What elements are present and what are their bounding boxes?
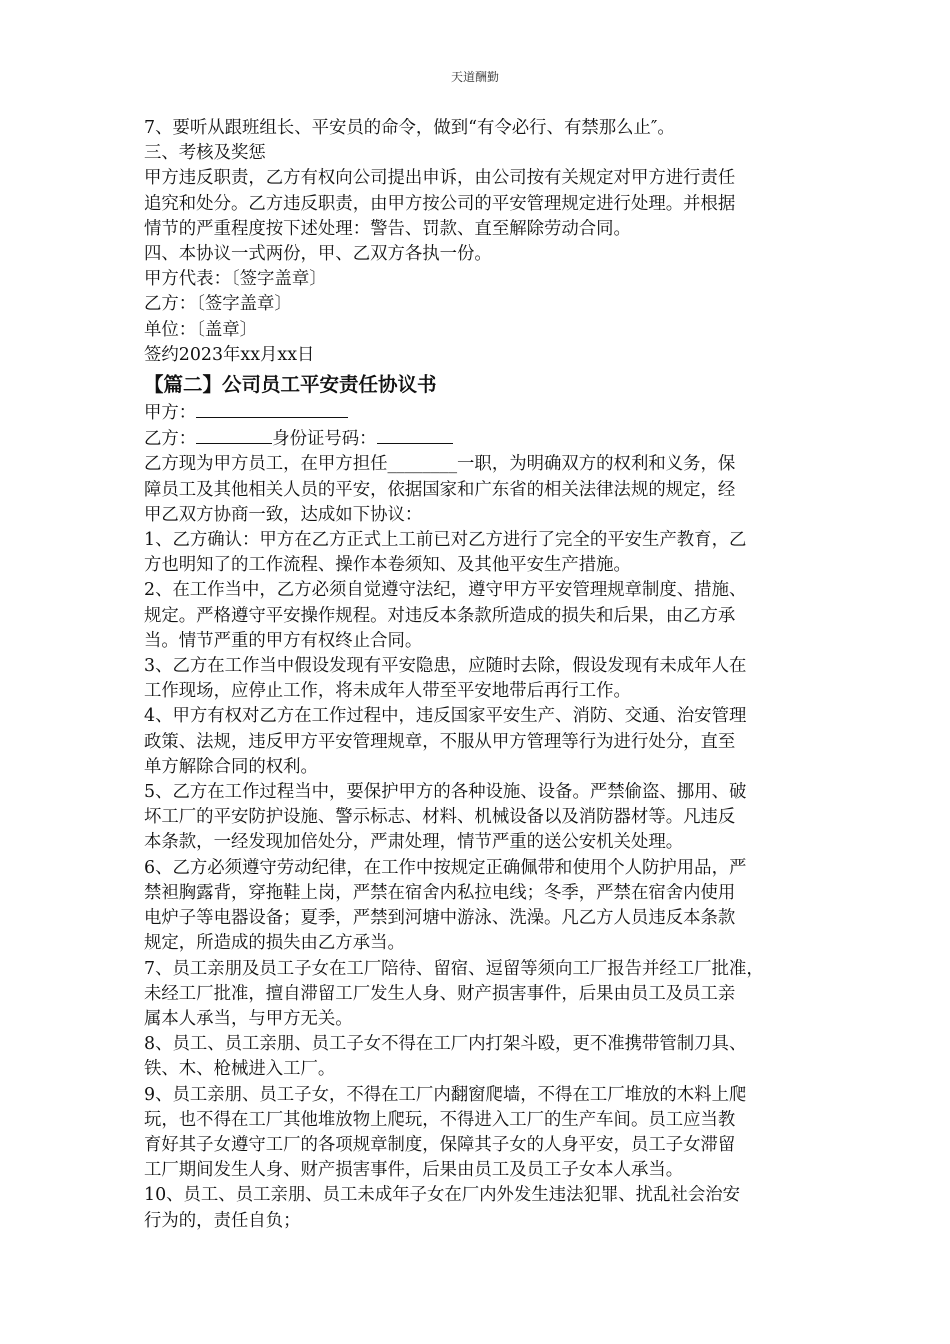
party-b-blank <box>196 426 272 444</box>
clause-line: 1、乙方确认：甲方在乙方正式上工前已对乙方进行了完全的平安生产教育，乙 <box>144 530 747 551</box>
clause-line: 4、甲方有权对乙方在工作过程中，违反国家平安生产、消防、交通、治安管理 <box>144 706 747 727</box>
intro-paragraph <box>144 452 816 528</box>
clause-line: 育好其子女遵守工厂的各项规章制度，保障其子女的人身平安，员工子女滞留 <box>144 1134 736 1155</box>
clause-line: 10、员工、员工亲朋、员工未成年子女在厂内外发生违法犯罪、扰乱社会治安 <box>144 1185 741 1206</box>
intro-line: 乙方现为甲方员工，在甲方担任________一职，为明确双方的权利和义务，保 <box>144 454 736 475</box>
document-body <box>144 116 816 1234</box>
part2-title: 【篇二】公司员工平安责任协议书 <box>144 373 437 397</box>
clause-line: 7、员工亲朋及员工子女在工厂陪待、留宿、逗留等须向工厂报告并经工厂批准， <box>144 958 764 979</box>
party-a-label: 甲方： <box>144 403 197 424</box>
unit-seal-line: 单位：〔盖章〕 <box>144 319 258 340</box>
clause-6 <box>144 856 816 957</box>
intro-line: 障员工及其他相关人员的平安，依据国家和广东省的相关法律法规的规定，经 <box>144 479 736 500</box>
party-a-representative-line: 甲方代表：〔签字盖章〕 <box>144 269 327 290</box>
clause-line: 工厂期间发生人身、财产损害事件，后果由员工及员工子女本人承当。 <box>144 1160 684 1181</box>
party-b-signature-line: 乙方：〔签字盖章〕 <box>144 294 292 315</box>
part1-line: 四、本协议一式两份，甲、乙双方各执一份。 <box>144 244 492 265</box>
clause-2 <box>144 578 816 654</box>
clause-line: 禁袒胸露背，穿拖鞋上岗，严禁在宿舍内私拉电线；冬季，严禁在宿舍内使用 <box>144 882 736 903</box>
part1-line: 追究和处分。乙方违反职责，由甲方按公司的平安管理规定进行处理。并根据 <box>144 193 736 214</box>
clause-4 <box>144 704 816 780</box>
clause-line: 3、乙方在工作当中假设发现有平安隐患，应随时去除，假设发现有未成年人在 <box>144 656 747 677</box>
clause-line: 规定，所造成的损失由乙方承当。 <box>144 933 405 954</box>
clause-1 <box>144 528 816 578</box>
party-b-label: 乙方： <box>144 429 197 450</box>
clause-line: 本条款，一经发现加倍处分，严肃处理，情节严重的送公安机关处理。 <box>144 832 684 853</box>
clause-line: 电炉子等电器设备；夏季，严禁到河塘中游泳、洗澡。凡乙方人员违反本条款 <box>144 908 736 929</box>
clause-line: 8、员工、员工亲朋、员工子女不得在工厂内打架斗殴，更不准携带管制刀具、 <box>144 1034 747 1055</box>
clause-5 <box>144 780 816 856</box>
clause-line: 玩，也不得在工厂其他堆放物上爬玩，不得进入工厂的生产车间。员工应当教 <box>144 1109 736 1130</box>
party-a-blank <box>196 400 348 418</box>
party-b-line <box>144 426 816 452</box>
clause-line: 行为的，责任自负； <box>144 1210 301 1231</box>
clause-line: 属本人承当，与甲方无关。 <box>144 1008 353 1029</box>
section-heading: 三、考核及奖惩 <box>144 143 266 164</box>
part1-block <box>144 116 816 368</box>
clause-9 <box>144 1083 816 1184</box>
clause-line: 政策、法规，违反甲方平安管理规章，不服从甲方管理等行为进行处分，直至 <box>144 731 736 752</box>
clause-line: 方也明知了的工作流程、操作本卷须知、及其他平安生产措施。 <box>144 555 631 576</box>
clause-line: 坏工厂的平安防护设施、警示标志、材料、机械设备以及消防器材等。凡违反 <box>144 807 736 828</box>
part1-line: 情节的严重程度按下述处理：警告、罚款、直至解除劳动合同。 <box>144 218 631 239</box>
clause-7 <box>144 957 816 1033</box>
clause-8 <box>144 1032 816 1082</box>
part1-line: 甲方违反职责，乙方有权向公司提出申诉，由公司按有关规定对甲方进行责任 <box>144 168 736 189</box>
clause-line: 铁、木、枪械进入工厂。 <box>144 1059 336 1080</box>
party-a-line <box>144 400 816 426</box>
id-number-blank <box>377 426 453 444</box>
clause-line: 未经工厂批准，擅自滞留工厂发生人身、财产损害事件，后果由员工及员工亲 <box>144 983 736 1004</box>
clause-line: 9、员工亲朋、员工子女，不得在工厂内翻窗爬墙，不得在工厂堆放的木料上爬 <box>144 1084 747 1105</box>
clause-10 <box>144 1183 816 1233</box>
id-number-label: 身份证号码： <box>272 429 377 450</box>
signing-date-line: 签约2023年xx月xx日 <box>144 344 315 365</box>
clause-line: 5、乙方在工作过程当中，要保护甲方的各种设施、设备。严禁偷盗、挪用、破 <box>144 782 747 803</box>
clause-line: 单方解除合同的权利。 <box>144 756 318 777</box>
clause-line: 规定。严格遵守平安操作规程。对违反本条款所造成的损失和后果，由乙方承 <box>144 605 736 626</box>
clause-line: 6、乙方必须遵守劳动纪律，在工作中按规定正确佩带和使用个人防护用品，严 <box>144 857 747 878</box>
intro-line: 甲乙双方协商一致，达成如下协议： <box>144 504 423 525</box>
clause-line: 工作现场，应停止工作，将未成年人带至平安地带后再行工作。 <box>144 681 631 702</box>
page-header <box>0 68 950 85</box>
header-text: 天道酬勤 <box>450 70 499 84</box>
clause-3 <box>144 654 816 704</box>
part1-line: 7、要听从跟班组长、平安员的命令，做到“有令必行、有禁那么止″。 <box>144 118 675 138</box>
clause-line: 2、在工作当中，乙方必须自觉遵守法纪，遵守甲方平安管理规章制度、措施、 <box>144 580 747 601</box>
clause-line: 当。情节严重的甲方有权终止合同。 <box>144 630 423 651</box>
